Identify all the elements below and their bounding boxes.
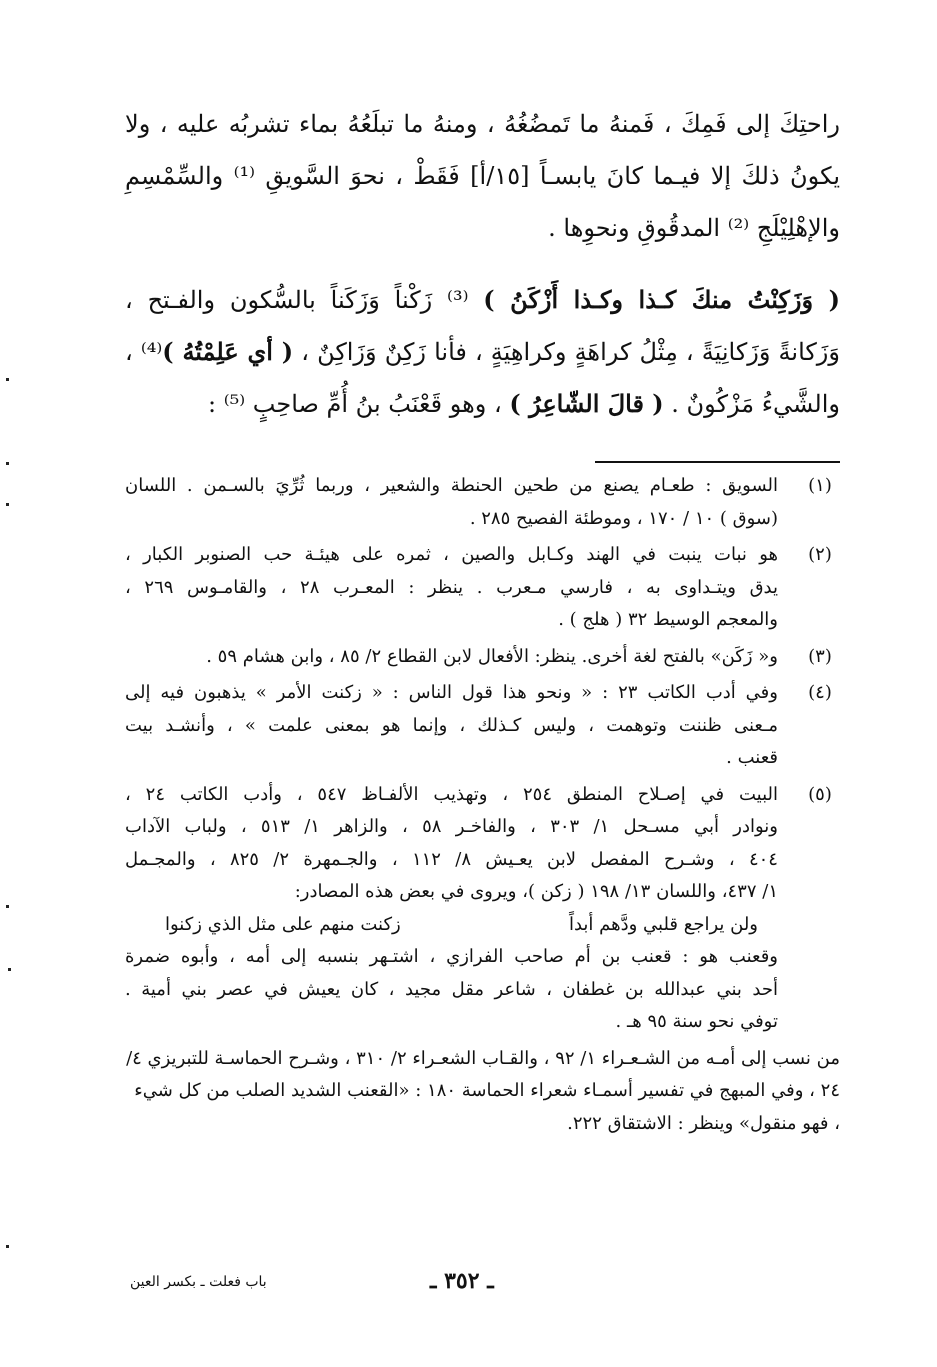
footnote-line: و« زَكَن» بالفتح لغة أخرى. ينظر: الأفعال لابن القطاع ٢/ ٨٥ ، وابن هشام ٥٩ .: [206, 645, 778, 667]
footnote-line: السويق : طعـام يصنع من طحين الحنطة والشعير ، وربما ثُرِّيَ بالسـمن . اللسان: [125, 475, 778, 496]
footnote-line: أحد بني عبدالله بن غطفان ، شاعر مقل مجيد ، كان يعيش في عصر بني أمية .: [125, 978, 778, 1000]
verse-hemistich-2: زكنت منهم على مثل الذي زكنوا: [165, 913, 401, 935]
bold-phrase: ( وَزَكِنْتُ منكَ كـذا وكـذا أَزْكَنُ ): [483, 285, 840, 314]
footnote-line: «القعنب الشديد الصلب من كل شيء ، فهو منقول» وينظر : الاشتقاق ٢٢٢.: [134, 1080, 840, 1134]
footnote-line: مـعنى ظننت وتوهمت ، وليس كـذلك ، وإنما هو بمعنى علمت » ، وأنشـد بيت: [125, 714, 778, 736]
running-chapter-title: باب فعلت ـ بكسر العين: [130, 1274, 267, 1290]
bold-phrase: ( قالَ الشّاعِرُ ): [509, 389, 664, 418]
footnote-4: [125, 677, 840, 775]
scan-speck: [6, 503, 9, 506]
footnote-line: قعنب .: [726, 747, 778, 768]
main-text: [125, 98, 840, 430]
scan-speck: [8, 968, 11, 971]
footnote-number: (٢): [808, 544, 832, 565]
phrase: ⁽⁴⁾ ،: [125, 338, 163, 366]
main-line: [125, 378, 840, 430]
footnote-line: والمعجم الوسيط ٣٢ ( هلج ) .: [558, 609, 778, 630]
scan-speck: [6, 378, 9, 381]
footnote-line: توفي نحو سنة ٩٥ هـ .: [615, 1011, 778, 1032]
main-line: والإهْلِيْلَجِ ⁽²⁾ المدقُوقِ ونحوِها .: [548, 214, 840, 242]
footnote-number: (٣): [808, 645, 832, 667]
footnote-number: (٥): [808, 783, 832, 805]
page-number: ـ ٣٥٢ ـ: [430, 1268, 494, 1294]
phrase: ، وهو قَعْنَبُ بنُ أُمِّ صاحِبٍ ⁽⁵⁾ :: [208, 390, 510, 418]
footnote-line: هو نبات ينبت في الهند وكـابل والصين ، ثمره على هيئـة حب الصنوبر الكبار ،: [125, 544, 778, 565]
footnote-line: ١/ ٤٣٧، واللسان ١٣/ ١٩٨ ( زكن )، ويروى في بعض هذه المصادر:: [294, 881, 778, 902]
footnote-2: [125, 539, 840, 637]
footnote-line: البيت في إصـلاح المنطق ٢٥٤ ، وتهذيب الألفـاظ ٥٤٧ ، وأدب الكاتب ٢٤ ،: [125, 783, 779, 805]
footnote-number: (١): [808, 475, 832, 496]
scan-speck: [6, 1245, 9, 1248]
footnote-line: ونوادر أبي مسـحل ١/ ٣٠٣ ، والفاخـر ٥٨ ، والزاهر ١/ ٥١٣ ، ولباب الآداب: [125, 816, 778, 837]
phrase: والشَّيءُ مَزْكُونٌ .: [663, 390, 840, 418]
verse-hemistich-1: ولن يراجع قلبي ودَّهم أبداً: [568, 913, 758, 935]
footnote-line: وقعنب هو : قعنب بن أم صاحب الفرازي ، اشتـهر بنسبه إلى أمه ، وأبوه ضمرة: [125, 946, 778, 967]
footnote-separator: [595, 461, 840, 463]
main-line: [125, 326, 840, 378]
footnotes: [125, 470, 840, 1140]
footnote-line: من نسب إلى أمـه من الشـعـراء ١/ ٩٢ ، والقـاب الشعـراء ٢/ ٣١٠ ، وشـرح: [288, 1047, 840, 1069]
main-paragraph-2: [125, 274, 840, 430]
footnote-line: يدق ويتـداوى به ، فارسي مـعرب . ينظر : المعـرب ٢٨ ، والقامـوس ٢٦٩ ،: [125, 576, 778, 598]
footnote-line: الحماسـة للتبريزي ٤/ ٢٤ ، وفي المبهج في تفسير أسمـاء شعراء الحماسة ١٨٠ :: [126, 1047, 840, 1101]
footnote-3: [125, 641, 840, 674]
footnote-line: ٤٠٤ ، وشـرح المفصل لابن يعـيش ٨/ ١١٢ ، والجـمهرة ٢/ ٨٢٥ ، والمجـمل: [125, 848, 778, 870]
footnote-line: وفي أدب الكاتب ٢٣ : « ونحو هذا قول الناس : « زكنت الأمر » يذهبون فيه إلى: [125, 682, 778, 703]
main-line: [125, 274, 840, 326]
footnote-1: [125, 470, 840, 535]
main-line: يكونُ ذلكَ إلا فيـما كانَ يابسـاً [١٥/أ] فَقَطْ ، نحوَ السَّويقِ ⁽¹⁾ والسِّمْسِمِ: [125, 162, 841, 190]
phrase: ⁽³⁾ زَكْناً وَزَكَناً بالسُّكون والفـتح ،: [125, 286, 484, 314]
scan-speck: [6, 905, 9, 908]
footnote-line: (سوق ) ١٠ / ١٧٠ ، وموطئة الفصيح ٢٨٥ .: [469, 507, 778, 529]
footnote-5-continued: [125, 1043, 840, 1141]
poem-verse: [125, 909, 778, 942]
footnote-number: (٤): [808, 682, 832, 703]
main-line: راحتِكَ إلى فَمِكَ ، فَمنهُ ما تَمضُغُهُ ، ومنهُ ما تبلَعُهُ بماء تشربُه عليه ، ولا: [125, 110, 840, 138]
footnote-5: [125, 779, 840, 1039]
page-footer: [0, 1268, 937, 1298]
scan-speck: [6, 462, 9, 465]
bold-phrase: ( أي عَلِمْتُهُ ): [162, 337, 294, 366]
phrase: وَزَكانةً وَزَكانِيَةً ، مِثْلُ كراهَةٍ وكراهِيَةٍ ، فأنا زَكِنٌ وَزَاكِنٌ ،: [293, 338, 840, 366]
